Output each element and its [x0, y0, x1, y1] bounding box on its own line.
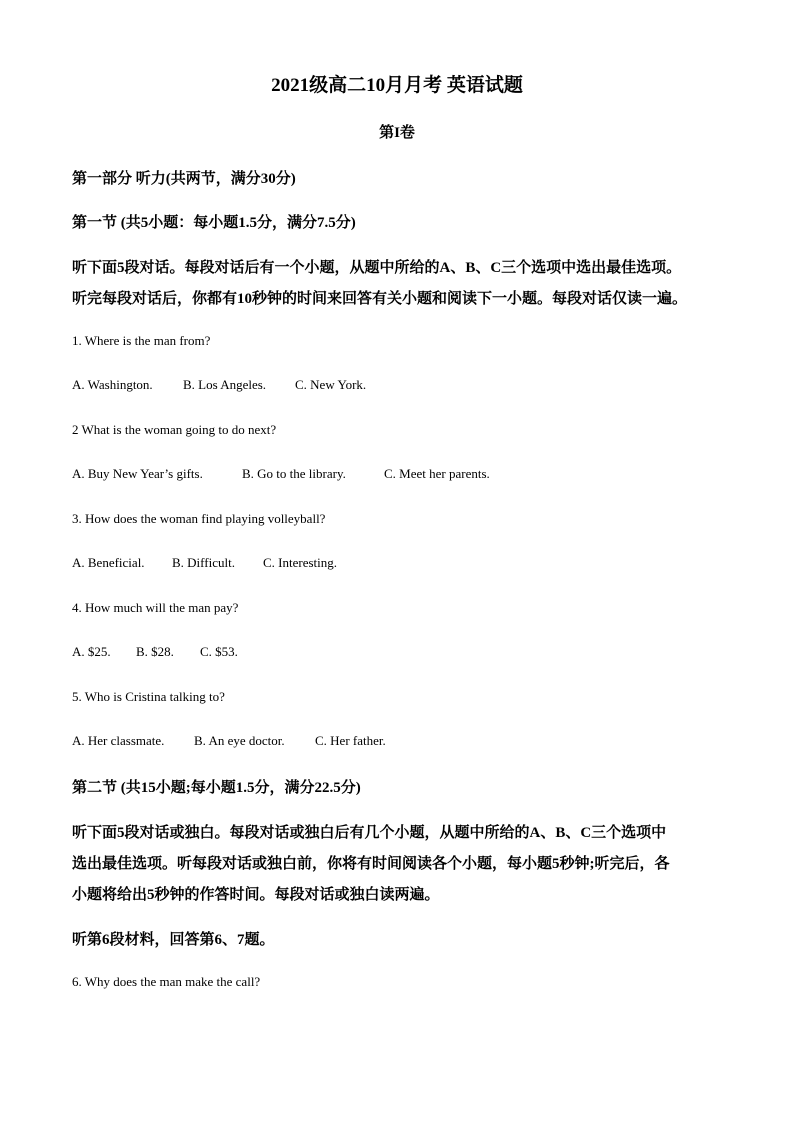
- section1-instruction-line: 听下面5段对话。每段对话后有一个小题，从题中所给的A、B、C三个选项中选出最佳选项。: [72, 260, 682, 276]
- option: C. Her father.: [315, 733, 386, 748]
- question-options: [72, 644, 238, 660]
- option: C. $53.: [200, 644, 238, 659]
- section2-heading: 第二节 (共15小题;每小题1.5分，满分22.5分): [72, 780, 361, 796]
- option: B. An eye doctor.: [194, 733, 285, 748]
- question-options: [72, 555, 337, 571]
- option: A. Her classmate.: [72, 733, 165, 748]
- option: B. $28.: [136, 644, 174, 659]
- option: C. Meet her parents.: [384, 466, 490, 481]
- volume-label: 第I卷: [379, 125, 415, 141]
- question-options: [72, 733, 386, 749]
- question-text: 3. How does the woman find playing volleyball?: [72, 511, 326, 526]
- part1-heading: 第一部分 听力(共两节，满分30分): [72, 171, 296, 187]
- question-options: [72, 377, 366, 393]
- option: A. $25.: [72, 644, 111, 659]
- material-note: 听第6段材料，回答第6、7题。: [72, 932, 275, 948]
- question-text: 2 What is the woman going to do next?: [72, 422, 277, 437]
- option: B. Los Angeles.: [183, 377, 267, 392]
- section2-instruction-line: 听下面5段对话或独白。每段对话或独白后有几个小题，从题中所给的A、B、C三个选项中: [72, 825, 667, 841]
- section2-instruction-line: 小题将给出5秒钟的作答时间。每段对话或独白读两遍。: [72, 887, 440, 903]
- option: A. Beneficial.: [72, 555, 145, 570]
- question-text: 6. Why does the man make the call?: [72, 974, 261, 989]
- option: A. Buy New Year’s gifts.: [72, 466, 203, 481]
- page-title: 2021级高二10月月考 英语试题: [271, 75, 523, 96]
- section1-heading: 第一节 (共5小题：每小题1.5分，满分7.5分): [72, 215, 356, 231]
- question-options: [72, 466, 490, 482]
- question-text: 5. Who is Cristina talking to?: [72, 689, 225, 704]
- section1-instruction-line: 听完每段对话后，你都有10秒钟的时间来回答有关小题和阅读下一小题。每段对话仅读一遍。: [72, 291, 688, 307]
- option: C. Interesting.: [263, 555, 338, 570]
- option: B. Go to the library.: [242, 466, 346, 481]
- section2-instruction-line: 选出最佳选项。听每段对话或独白前，你将有时间阅读各个小题，每小题5秒钟;听完后，各: [72, 856, 670, 872]
- option: B. Difficult.: [172, 555, 235, 570]
- question-text: 1. Where is the man from?: [72, 333, 211, 348]
- question-text: 4. How much will the man pay?: [72, 600, 239, 615]
- option: C. New York.: [295, 377, 367, 392]
- option: A. Washington.: [72, 377, 153, 392]
